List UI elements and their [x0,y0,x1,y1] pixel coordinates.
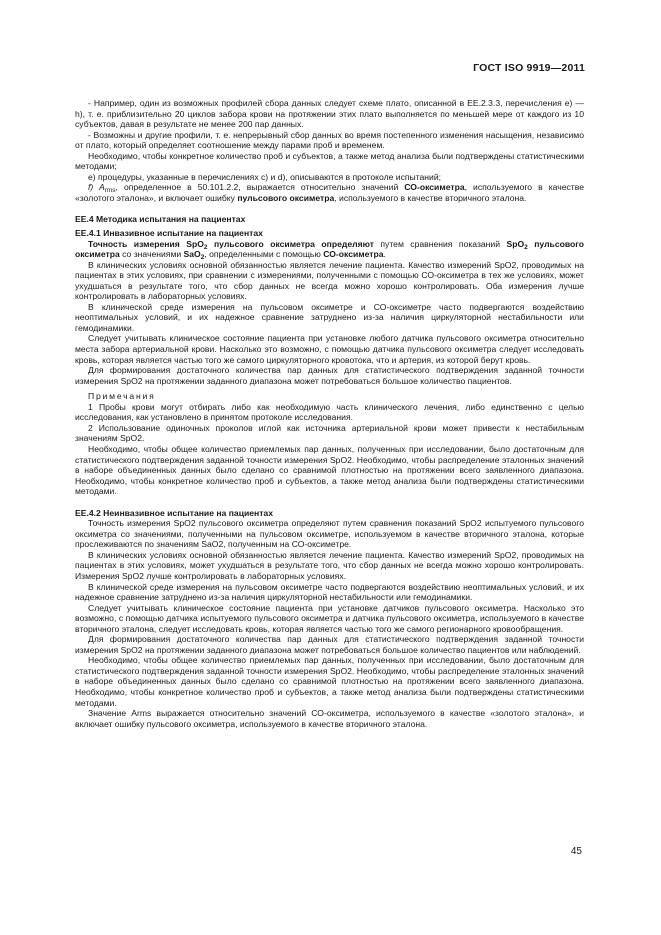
paragraph-ee42-data-pairs: Необходимо, чтобы общее количество приемлемых пар данных, полученных при исследовании, было достаточным для статистического подтверждения заданной точности измерения SpO2. Необходимо, чтобы распределение эталонных значений в наборе объединенных данных было сделано со сравнимой плотностью на протяжении всего заявленного диапазона. Необходимо, чтобы конкретное количество проб и субъектов, а также метод анализа были подтверждены статистическими методами. [75,655,584,708]
note-2: 2 Использование одиночных проколов иглой как источника артериальной крови может привести к нестабильным значениям SpO2. [75,422,584,444]
standard-header: ГОСТ ISO 9919—2011 [473,62,585,74]
paragraph-ee42-environment: В клинической среде измерения на пульсовом оксиметре часто подвергаются воздействию неоптимальных условий, и их надежное сравнение затруднено из-за наличия циркуляторной нестабильности или гемодинамики. [75,581,584,603]
item-f-arms: f) $A_{rms}$, определенное в 50.101.2.2, выражается относительно значений СО-оксиметра, используемого в качестве «золотого эталона», и включает ошибку пульсового оксиметра, используемого в качестве вторичного эталона. [75,182,584,203]
paragraph-ee41-clinical: В клинических условиях основной обязанностью является лечение пациента. Качество измерений SpO2, проводимых на пациентах в этих условиях, при сравнении с измерениями, полученными с помощью СО-оксиметра в тех же условиях, может ухудшаться в результате того, что сбор данных не всегда можно хорошо контролировать. Оба измерения лучше контролировать в лабораторных условиях. [75,259,584,302]
note-1: 1 Пробы крови могут отбирать либо как необходимую часть клинического лечения, либо единственно с целью исследования, как установлено в принятом протоколе исследования. [75,401,584,423]
paragraph-ee42-accuracy: Точность измерения SpO2 пульсового оксиметра определяют путем сравнения показаний SpO2 испытуемого пульсового оксиметра со значениями, полученными на пульсовом оксиметре, используемом в качестве вторичного эталона, которые прослеживаются по значениям SaO2, полученным на СО-оксиметре. [75,518,584,550]
paragraph-ee41-environment: В клинической среде измерения на пульсовом оксиметре и СО-оксиметре часто подвергаются воздействию неоптимальных условий, и их надежное сравнение затруднено из-за наличия циркуляторной нестабильности или гемодинамики. [75,301,584,333]
arms-symbol: f) A [88,182,105,193]
paragraph-statistics: Необходимо, чтобы конкретное количество проб и субъектов, а также метод анализа были подтверждены статистическими методами; [75,150,584,172]
paragraph-ee41-accuracy: Точность измерения SpO$_2$ пульсового оксиметра определяют путем сравнения показаний SpO$_2$ пульсового оксиметра со значениями SaO$_2$, определенными с помощью СО-оксиметра. [75,238,584,262]
section-title-ee42: ЕЕ.4.2 Неинвазивное испытание на пациентах [75,507,273,518]
document-body [75,98,584,729]
item-e-procedures: e) процедуры, указанные в перечислениях с) и d), описываются в протоколе испытаний; [88,171,442,182]
paragraph-ee42-arms: Значение Arms выражается относительно значений СО-оксиметра, используемого в качестве «золотого эталона», и включает ошибку пульсового оксиметра, используемого в качестве вторичного эталона. [75,708,584,729]
section-title-ee4: ЕЕ.4 Методика испытания на пациентах [75,214,246,225]
paragraph-ee42-patients: Для формирования достаточного количества пар данных для статистического подтверждения заданной точности измерения SpO2 на протяжении заданного диапазона может потребоваться большое количество пациентов или наблюдений. [75,634,584,655]
paragraph-other-profiles: - Возможны и другие профили, т. е. непрерывный сбор данных во время постепенного изменения насыщения, независимо от плато, который определяет соотношение между парами проб и временем. [75,129,584,151]
paragraph-plateau-profile: - Например, один из возможных профилей сбора данных следует схеме плато, описанной в ЕЕ.2.3.3, перечисления е) — h), т. е. приблизительно 20 циклов забора крови на протяжении этих плато выполняется по меньшей мере от каждого из 10 субъектов, давая в результате не менее 200 пар данных. [75,98,584,130]
paragraph-ee42-sensor: Следует учитывать клиническое состояние пациента при установке датчиков пульсового оксиметра. Насколько это возможно, с помощью датчика испытуемого пульсового оксиметра и датчика пульсового оксиметра, используемого в качестве вторичного эталона, следует исследовать кровь, которая является частью того же самого регионарного кровообращения. [75,602,584,634]
section-title-ee41: ЕЕ.4.1 Инвазивное испытание на пациентах [75,228,263,239]
paragraph-ee41-data-pairs: Необходимо, чтобы общее количество приемлемых пар данных, полученных при исследовании, было достаточным для статистического подтверждения заданной точности измерения SpO2. Необходимо, чтобы распределение эталонных значений в наборе объединенных данных было сделано со сравнимой плотностью на протяжении всего заявленного диапазона. Необходимо, чтобы конкретное количество проб и субъектов, а также метод анализа были подтверждены статистическими методами. [75,443,584,497]
notes-title: Примечания [88,391,156,402]
paragraph-ee42-clinical: В клинических условиях основной обязанностью является лечение пациента. Качество измерений SpO2, проводимых на пациентах в этих условиях, может ухудшаться в результате того, что сбор данных не всегда можно хорошо контролировать. Измерения SpO2 лучше контролировать в лабораторных условиях. [75,549,584,581]
paragraph-ee41-sensor: Следует учитывать клиническое состояние пациента при установке любого датчика пульсового оксиметра относительно места забора артериальной крови. Насколько это возможно, с помощью датчика пульсового оксиметра следует исследовать кровь, которая является частью того же самого циркуляторного кровотока, что и артерия, из которой берут кровь. [75,333,584,365]
paragraph-ee41-patients: Для формирования достаточного количества пар данных для статистического подтверждения заданной точности измерения SpO2 на протяжении заданного диапазона может потребоваться большое количество пациентов. [75,365,584,386]
page-number: 45 [570,846,582,857]
